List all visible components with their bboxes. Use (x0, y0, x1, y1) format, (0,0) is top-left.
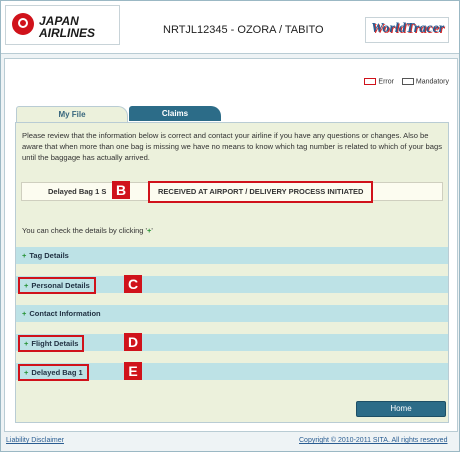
copyright-link[interactable]: Copyright © 2010-2011 SITA. All rights reserved (299, 437, 448, 444)
section-flight-details[interactable] (16, 334, 448, 351)
liability-disclaimer-link[interactable]: Liability Disclaimer (6, 437, 64, 444)
legend-error-label: Error (378, 78, 394, 86)
bag-status-bar (21, 182, 443, 201)
jal-logo-line2: AIRLINES (39, 26, 96, 40)
callout-c: C (124, 275, 142, 293)
jal-logo-line1: JAPAN (39, 14, 79, 28)
tab-claims[interactable]: Claims (129, 106, 221, 121)
section-delayed-bag-1[interactable] (16, 363, 448, 380)
plus-icon: + (146, 226, 152, 235)
check-hint-close: ' (151, 226, 153, 235)
my-file-panel (15, 122, 449, 423)
main-content (4, 58, 458, 432)
file-reference: NRTJL12345 - OZORA / TABITO (163, 24, 324, 36)
check-hint-text: You can check the details by clicking ' (22, 226, 147, 235)
check-hint (22, 226, 153, 235)
home-button[interactable]: Home (356, 401, 446, 417)
expand-plus-icon[interactable]: + (22, 309, 27, 318)
bag-status-text: RECEIVED AT AIRPORT / DELIVERY PROCESS INITIATED (148, 181, 373, 203)
callout-d: D (124, 333, 142, 351)
header (1, 1, 459, 54)
status-bag-label: Delayed Bag 1 S (48, 187, 107, 196)
callout-e: E (124, 362, 142, 380)
expand-plus-icon[interactable]: + (24, 281, 29, 290)
section-personal-details[interactable] (16, 276, 448, 293)
jal-logo-box (5, 5, 120, 45)
expand-plus-icon[interactable]: + (22, 251, 27, 260)
legend (364, 78, 449, 85)
expand-plus-icon[interactable]: + (24, 368, 29, 377)
jal-crane-icon (12, 13, 34, 35)
tab-my-file[interactable]: My File (16, 106, 128, 122)
section-label: + Personal Details (18, 277, 96, 294)
mandatory-swatch-icon (402, 78, 414, 85)
legend-mandatory-label: Mandatory (415, 78, 449, 86)
section-label: + Contact Information (22, 309, 101, 318)
worldtracer-logo: WorldTracer (371, 21, 445, 36)
error-swatch-icon (364, 78, 376, 85)
section-label: + Tag Details (22, 251, 69, 260)
expand-plus-icon[interactable]: + (24, 339, 29, 348)
section-label: + Flight Details (18, 335, 84, 352)
callout-b: B (112, 181, 130, 199)
intro-text: Please review that the information below is correct and contact your airline if you have any questions or changes. Also be aware that when more than one bag is missing we have no means to know which tag number is related to which of your bags until the baggage has actually arrived. (22, 131, 442, 162)
worldtracer-logo-box (365, 17, 449, 43)
section-tag-details[interactable] (16, 247, 448, 264)
section-contact-information[interactable] (16, 305, 448, 322)
section-label: + Delayed Bag 1 (18, 364, 89, 381)
